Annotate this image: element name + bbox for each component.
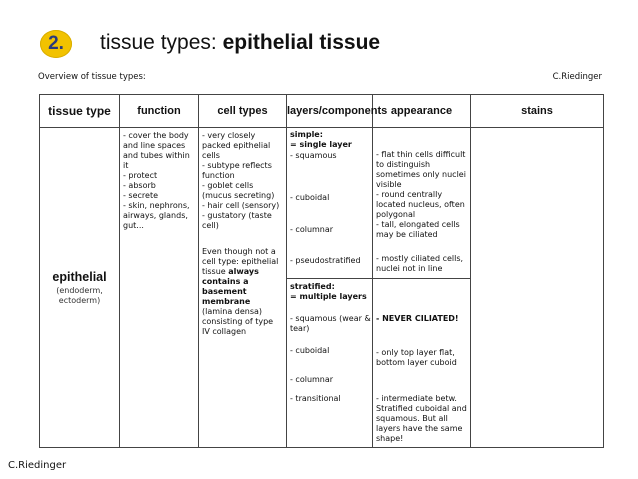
function-line: - skin, nephrons, airways, glands, gut... [123,201,190,230]
cell-types-intro: - very closely packed epithelial cells [202,131,271,160]
stratified-transitional: - transitional [290,394,341,403]
overview-label: Overview of tissue types: [38,72,146,82]
section-number: 2. [48,33,64,54]
stratified-app-squamous: - NEVER CILIATED! [376,314,459,323]
simple-squamous: - squamous [290,151,337,160]
simple-layers-cell [287,128,373,279]
author-credit-top: C.Riedinger [552,72,602,82]
stratified-heading: stratified: = multiple layers [290,282,367,301]
stratified-app-cuboidal: - only top layer flat, bottom layer cuboid [376,348,457,367]
header-appearance: appearance [373,95,471,128]
header-stains: stains [471,95,604,128]
tissue-type-cell [40,128,120,448]
stratified-cuboidal: - cuboidal [290,346,330,355]
title-prefix: tissue types: [100,31,223,54]
page-title [100,31,380,55]
simple-app-pseudostratified: - mostly ciliated cells, nuclei not in line [376,254,464,273]
simple-heading: simple: = single layer [290,130,352,149]
simple-app-squamous: - flat thin cells difficult to distinguish sometimes only nuclei visible [376,150,466,189]
stratified-app-transitional: - intermediate betw. Stratified cuboidal and squamous. But all layers have the same shape! [376,394,467,443]
cell-type-line: - hair cell (sensory) [202,201,280,210]
tissue-name: epithelial [52,269,107,284]
section-number-badge [40,30,72,58]
stratified-layers-cell [287,279,373,448]
cell-types-cell [199,128,287,448]
simple-cuboidal: - cuboidal [290,193,330,202]
cell-type-line: - gustatory (taste cell) [202,211,272,230]
function-cell [120,128,199,448]
author-credit-bottom: C.Riedinger [8,460,67,471]
table-row-simple [40,128,604,279]
table-header-row [40,95,604,128]
simple-columnar: - columnar [290,225,334,234]
header-cell-types: cell types [199,95,287,128]
tissue-table [39,94,604,448]
cell-type-line: - goblet cells (mucus secreting) [202,181,275,200]
simple-app-columnar: - tall, elongated cells may be ciliated [376,220,460,239]
stratified-appearance-cell [373,279,471,448]
simple-app-cuboidal: - round centrally located nucleus, often polygonal [376,190,465,219]
cell-type-line: - subtype reflects function [202,161,272,180]
header-layers: layers/components [287,95,373,128]
function-line: - protect [123,171,158,180]
stratified-columnar: - columnar [290,375,334,384]
stains-cell [471,128,604,448]
title-bold: epithelial tissue [222,31,381,54]
basement-membrane-note: Even though not a cell type: epithelial tissue always contains a basement membrane (lamina densa) consisting of type IV collagen [202,247,279,336]
stratified-squamous: - squamous (wear & tear) [290,314,371,333]
function-line: - cover the body and line spaces and tubes within it [123,131,190,170]
simple-appearance-cell [373,128,471,279]
header-tissue-type: tissue type [40,95,120,128]
header-function: function [120,95,199,128]
function-line: - secrete [123,191,159,200]
tissue-origin: (endoderm, ectoderm) [56,285,103,305]
simple-pseudostratified: - pseudostratified [290,256,361,265]
function-line: - absorb [123,181,156,190]
